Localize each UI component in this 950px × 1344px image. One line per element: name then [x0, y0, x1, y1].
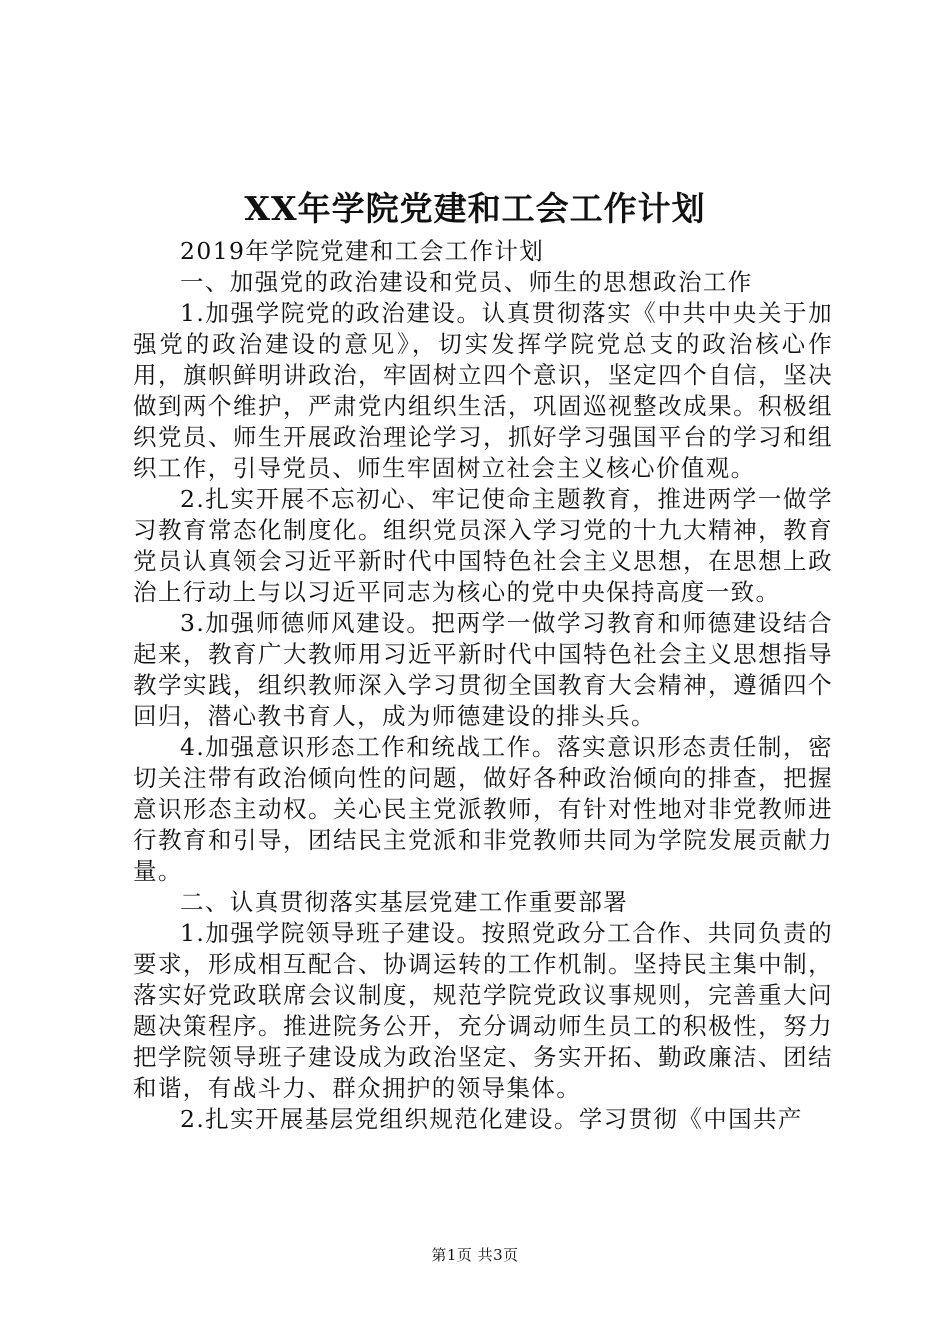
paragraph-subtitle: 2019年学院党建和工会工作计划: [180, 237, 545, 265]
section-heading-2: 二、认真贯彻落实基层党建工作重要部署: [180, 888, 629, 916]
document-title: XX年学院党建和工会工作计划: [244, 189, 706, 228]
paragraph: 3.加强师德师风建设。把两学一做学习教育和师德建设结合起来，教育广大教师用习近平新时代中国特色社会主义思想指导教学实践，组织教师深入学习贯彻全国教育大会精神，遵循四个回归，潜心教书育人，成为师德建设的排头兵。: [133, 609, 833, 730]
section-heading-1: 一、加强党的政治建设和党员、师生的思想政治工作: [180, 268, 753, 296]
paragraph: 1.加强学院党的政治建设。认真贯彻落实《中共中央关于加强党的政治建设的意见》，切实发挥学院党总支的政治核心作用，旗帜鲜明讲政治，牢固树立四个意识，坚定四个自信，坚决做到两个维护，严肃党内组织生活，巩固巡视整改成果。积极组织党员、师生开展政治理论学习，抓好学习强国平台的学习和组织工作，引导党员、师生牢固树立社会主义核心价值观。: [133, 299, 833, 482]
paragraph: 2.扎实开展基层党组织规范化建设。学习贯彻《中国共产: [180, 1105, 803, 1133]
document-body: [133, 236, 833, 1135]
paragraph: 4.加强意识形态工作和统战工作。落实意识形态责任制，密切关注带有政治倾向性的问题，做好各种政治倾向的排查，把握意识形态主动权。关心民主党派教师，有针对性地对非党教师进行教育和引导，团结民主党派和非党教师共同为学院发展贡献力量。: [133, 733, 833, 885]
page-footer: 第1页 共3页: [431, 1246, 519, 1264]
paragraph: 1.加强学院领导班子建设。按照党政分工合作、共同负责的要求，形成相互配合、协调运转的工作机制。坚持民主集中制，落实好党政联席会议制度，规范学院党政议事规则，完善重大问题决策程序。推进院务公开，充分调动师生员工的积极性，努力把学院领导班子建设成为政治坚定、务实开拓、勤政廉洁、团结和谐，有战斗力、群众拥护的领导集体。: [133, 919, 833, 1102]
paragraph: 2.扎实开展不忘初心、牢记使命主题教育，推进两学一做学习教育常态化制度化。组织党员深入学习党的十九大精神，教育党员认真领会习近平新时代中国特色社会主义思想，在思想上政治上行动上与以习近平同志为核心的党中央保持高度一致。: [133, 485, 833, 606]
